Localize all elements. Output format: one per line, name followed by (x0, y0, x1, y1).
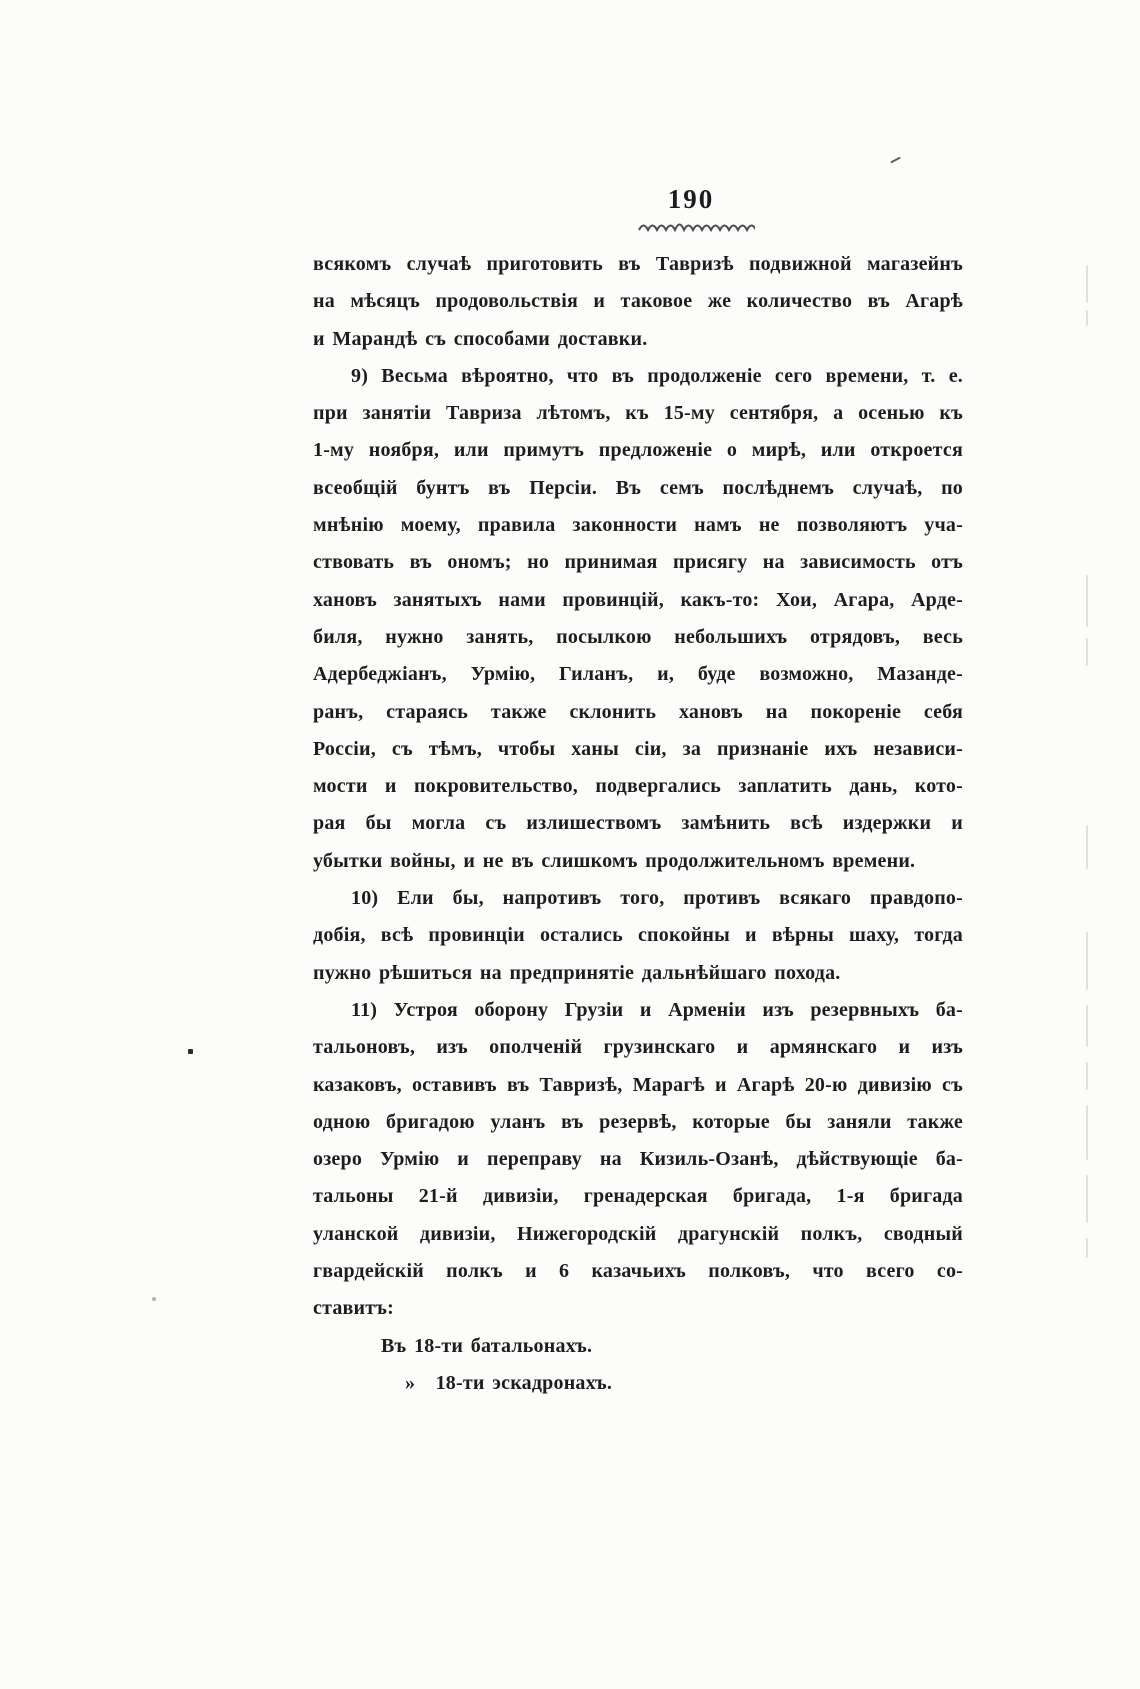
text-line: и Марандѣ съ способами доставки. (313, 327, 648, 350)
text-line: 9) Весьма вѣроятно, что въ продолженіе сего времени, т. е. (351, 364, 963, 387)
margin-mark (1086, 1105, 1088, 1160)
margin-mark (1086, 265, 1088, 303)
divider-ornament (637, 219, 755, 235)
text-line: мнѣнію моему, правила законности намъ не позволяютъ уча- (313, 514, 963, 537)
text-line: ранъ, стараясь также склонить хановъ на покореніе себя (313, 700, 963, 723)
text-line: всякомъ случаѣ приготовить въ Тавризѣ подвижной магазейнъ (313, 253, 963, 275)
text-line: добія, всѣ провинціи остались спокойны и вѣрны шаху, тогда (313, 924, 963, 947)
text-line: всеобщій бунтъ въ Персіи. Въ семъ послѣднемъ случаѣ, по (313, 476, 963, 499)
text-line: биля, нужно занять, посылкою небольшихъ отрядовъ, весь (313, 625, 963, 648)
text-line: пужно рѣшиться на предпринятіе дальнѣйшаго похода. (313, 961, 841, 984)
text-line: убытки войны, и не въ слишкомъ продолжительномъ времени. (313, 849, 916, 872)
text-line: Въ 18-ти батальонахъ. (381, 1334, 593, 1357)
text-line: ставитъ: (313, 1297, 395, 1320)
text-block (313, 246, 963, 1402)
text-line: тальоновъ, изъ ополченій грузинскаго и армянскаго и изъ (313, 1036, 963, 1059)
text-line: 11) Устроя оборону Грузіи и Арменіи изъ резервныхъ ба- (351, 998, 963, 1021)
margin-mark (1086, 310, 1088, 326)
text-line: мости и покровительство, подвергались заплатить дань, кото- (313, 775, 963, 798)
text-line: рая бы могла съ излишествомъ замѣнить всѣ издержки и (313, 812, 963, 835)
text-line: ствовать въ ономъ; но принимая присягу на зависимость отъ (313, 551, 963, 574)
margin-mark (1086, 1238, 1088, 1258)
margin-mark (1086, 825, 1088, 869)
margin-mark (1086, 932, 1088, 990)
text-line: при занятіи Тавриза лѣтомъ, къ 15-му сентября, а осенью къ (313, 402, 963, 425)
margin-mark (1086, 575, 1088, 627)
text-line: казаковъ, оставивъ въ Тавризѣ, Марагѣ и Агарѣ 20-ю дивизію съ (313, 1073, 963, 1096)
text-line: одною бригадою уланъ въ резервѣ, которые бы заняли также (313, 1110, 963, 1133)
text-line: хановъ занятыхъ нами провинцій, какъ-то: Хои, Агара, Арде- (313, 588, 963, 611)
ink-speck (152, 1297, 156, 1301)
text-line: Адербеджіанъ, Урмію, Гиланъ, и, буде возможно, Мазанде- (313, 663, 963, 686)
margin-mark (1086, 1175, 1088, 1223)
text-line: » 18-ти эскадронахъ. (405, 1371, 613, 1394)
text-line: на мѣсяцъ продовольствія и таковое же количество въ Агарѣ (313, 290, 963, 313)
text-line: озеро Урмію и переправу на Кизиль-Озанѣ, дѣйствующіе ба- (313, 1148, 963, 1171)
text-line: 10) Ели бы, напротивъ того, противъ всякаго правдопо- (351, 887, 963, 910)
page-number: 190 (667, 184, 715, 214)
text-line: 1-му ноября, или примутъ предложеніе о мирѣ, или откроется (313, 439, 963, 462)
margin-mark (1086, 638, 1088, 666)
ink-speck (188, 1049, 193, 1054)
ink-speck (890, 157, 901, 164)
margin-mark (1086, 1062, 1088, 1090)
text-line: Россіи, съ тѣмъ, чтобы ханы сіи, за признаніе ихъ независи- (313, 737, 963, 760)
text-line: уланской дивизіи, Нижегородскій драгунскій полкъ, сводный (313, 1222, 963, 1245)
text-line: гвардейскій полкъ и 6 казачьихъ полковъ, что всего со- (313, 1260, 963, 1283)
margin-mark (1086, 1005, 1088, 1047)
text-line: тальоны 21-й дивизіи, гренадерская бригада, 1-я бригада (313, 1185, 963, 1208)
